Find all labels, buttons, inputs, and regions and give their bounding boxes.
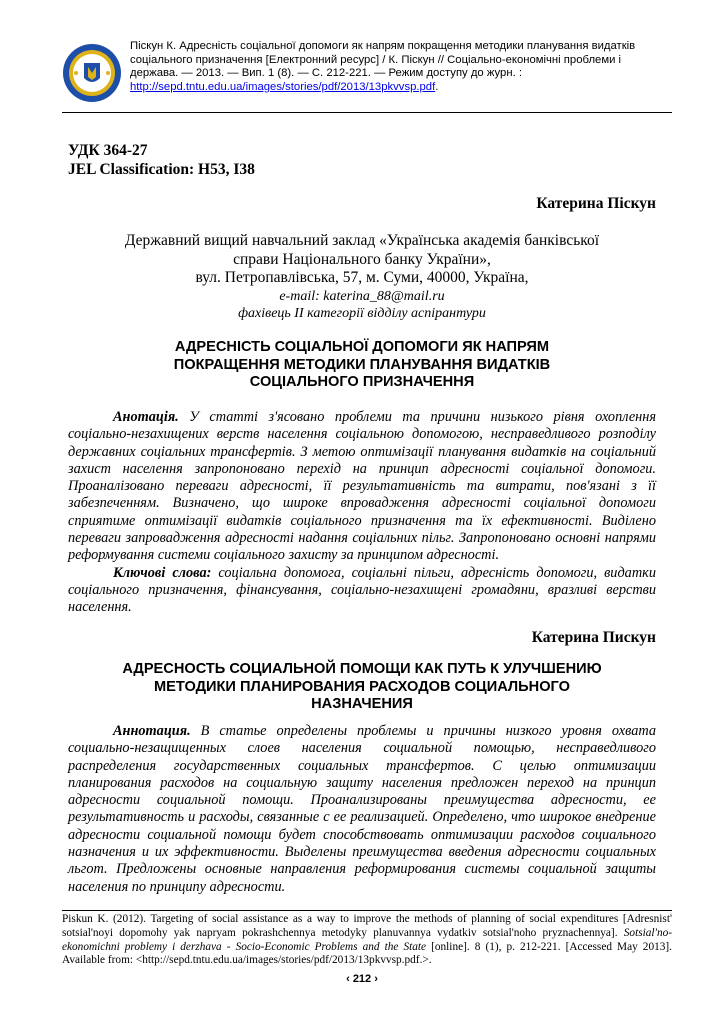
title-line: АДРЕСНІСТЬ СОЦІАЛЬНОЇ ДОПОМОГИ ЯК НАПРЯМ	[174, 339, 550, 355]
institution-line: справи Національного банку України»,	[233, 250, 491, 268]
reference-text-end: [online]. 8 (1), p. 212-221. [Accessed May 2013]. Available from: <http://sepd.tntu.edu.ua/images/stories/pdf/2013/13pkvvsp.pdf.>.	[62, 940, 672, 967]
page-number: ‹ 212 ›	[346, 973, 378, 985]
article-title-ua	[68, 339, 656, 392]
title-line: ПОКРАЩЕННЯ МЕТОДИКИ ПЛАНУВАННЯ ВИДАТКІВ	[173, 356, 551, 373]
reference-text: Piskun K. (2012). Targeting of social assistance as a way to improve the methods of planning of social expenditures [Adresnist' sotsial'noyi dopomohy yak napryam pokrashchennya metodyky planuvannya vydatkiv sotsial'noho pryznachennya].	[62, 913, 672, 939]
citation-link-suffix: .	[435, 80, 439, 93]
reference-journal: Sotsial'no-ekonomichni problemy i derzhava - Socio-Economic Problems and the State	[62, 926, 672, 953]
abstract-ua	[68, 409, 656, 617]
keywords-label: Ключові слова:	[113, 564, 212, 581]
institution-block	[68, 232, 656, 322]
page-header	[62, 40, 672, 113]
jel-code: JEL Classification: H53, I38	[68, 161, 255, 178]
abstract-text: У статті з'ясовано проблеми та причини низького рівня охоплення соціально-незахищених верств населення соціальною допомогою, несправедливого розподілу державних соціальних трансфертів. З метою оптимізації планування видатків на соціальний захист населення запропоновано перехід на принцип адресності соціальної допомоги. Проаналізовано переваги адресності, її результативність та витрати, пов'язані з її забезпеченням. Визначено, що широке впровадження адресності соціальної допомоги сприятиме оптимізації видатків соціального призначення та їх ефективності. Виділено переваги запровадження адресності надання соціальних пільг. Запропоновано основні напрями реформування системи соціального захисту за принципом адресності.	[68, 409, 656, 564]
author-email: e-mail: katerina_88@mail.ru	[279, 288, 445, 304]
institution-address: вул. Петропавлівська, 57, м. Суми, 40000, Україна,	[195, 269, 529, 286]
keywords-text: соціальна допомога, соціальні пільги, адресність допомоги, видатки соціального призначення, фінансування, соціально-незахищені громадяни, вразливі верстви населення.	[68, 564, 656, 616]
article-title-ru	[68, 661, 656, 714]
author-name-ua: Катерина Піскун	[536, 195, 656, 212]
university-emblem-icon	[62, 42, 122, 104]
abstract-text: В статье определены проблемы и причины низкого уровня охвата социально-незащищенных слоев населения социальной помощью, несправедливого распределения государственных социальных трансфертов. С целью оптимизации планирования расходов на социальную защиту населения предложен переход на принцип адресности социальной помощи. Проанализированы преимущества адресности, ее результативность и расходы, связанные с ее реализацией. Определено, что широкое внедрение адресности социальной помощи будет способствовать оптимизации расходов социального назначения и их эффективности. Выделены преимущества введения адресности социальных льгот. Предложены основные направления реформирования системы социальной защиты населения по принципу адресности.	[68, 723, 656, 895]
title-line: НАЗНАЧЕНИЯ	[311, 696, 413, 712]
abstract-ru	[68, 723, 656, 896]
institution-line: Державний вищий навчальний заклад «Українська академія банківської	[124, 232, 600, 249]
udk-code: УДК 364-27	[68, 142, 148, 159]
author-position: фахівець ІІ категорії відділу аспірантури	[238, 305, 486, 321]
citation-link[interactable]: http://sepd.tntu.edu.ua/images/stories/pdf/2013/13pkvvsp.pdf	[130, 80, 436, 93]
classification-block	[68, 141, 255, 179]
citation-text: Піскун К. Адресність соціальної допомоги як напрям покращення методики планування видатків соціального призначення [Електронний ресурс] / К. Піскун // Соціально-економічні проблеми і держава. — 2013. — Вип. 1 (8). — С. 212-221. — Режим доступу до журн. :	[130, 40, 636, 80]
abstract-label: Анотація.	[113, 409, 179, 425]
title-line: СОЦІАЛЬНОГО ПРИЗНАЧЕННЯ	[249, 374, 475, 390]
citation-block	[130, 40, 666, 94]
title-line: МЕТОДИКИ ПЛАНИРОВАНИЯ РАСХОДОВ СОЦИАЛЬНОГО	[154, 678, 570, 695]
reference-footer	[62, 910, 672, 968]
abstract-label: Аннотация.	[113, 723, 191, 739]
author-name-ru: Катерина Пискун	[531, 629, 656, 646]
title-line: АДРЕСНОСТЬ СОЦИАЛЬНОЙ ПОМОЩИ КАК ПУТЬ К УЛУЧШЕНИЮ	[122, 661, 602, 677]
